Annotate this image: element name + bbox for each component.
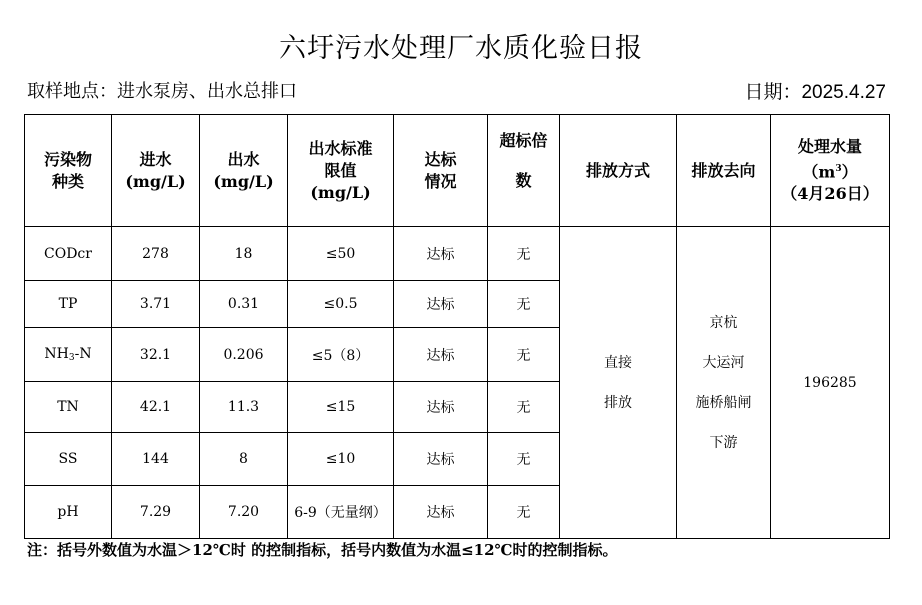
header-inflow: 进水 (mg/L) [112, 115, 200, 227]
discharge-destination-cell [677, 227, 771, 539]
header-discharge-destination: 排放去向 [677, 115, 771, 227]
exceed-cell: 无 [488, 227, 560, 281]
inflow-cell: 144 [112, 433, 200, 486]
param-cell: SS [25, 433, 112, 486]
status-cell: 达标 [394, 486, 488, 539]
footnote: 注：括号外数值为水温＞12℃时 的控制指标，括号内数值为水温≤12℃时的控制指标。 [27, 541, 618, 559]
discharge-mode-cell [560, 227, 677, 539]
param-cell: TP [25, 281, 112, 328]
discharge-destination-line: 施桥船闸 [695, 394, 752, 411]
sampling-location: 取样地点：进水泵房、出水总排口 [27, 81, 297, 102]
outflow-cell: 11.3 [200, 382, 288, 433]
report-title: 六圩污水处理厂水质化验日报 [279, 33, 643, 64]
discharge-mode-line: 直接 [604, 354, 632, 371]
param-cell: TN [25, 382, 112, 433]
inflow-cell: 42.1 [112, 382, 200, 433]
discharge-destination-line: 大运河 [702, 354, 745, 371]
discharge-mode-line: 排放 [604, 394, 632, 411]
status-cell: 达标 [394, 433, 488, 486]
report-date: 日期：2025.4.27 [744, 82, 886, 103]
exceed-cell: 无 [488, 328, 560, 382]
header-compliance: 达标 情况 [394, 115, 488, 227]
inflow-cell: 32.1 [112, 328, 200, 382]
header-pollutant: 污染物 种类 [25, 115, 112, 227]
header-treated-volume: 处理水量 $(m^3)$ （4月26日） [771, 115, 890, 227]
standard-cell: ≤5（8） [288, 328, 394, 382]
outflow-cell: 8 [200, 433, 288, 486]
discharge-destination-line: 京杭 [709, 314, 738, 331]
param-cell: pH [25, 486, 112, 539]
standard-cell: ≤15 [288, 382, 394, 433]
header-exceed-multiple: 超标倍 数 [488, 115, 560, 227]
standard-cell: 6-9（无量纲） [288, 486, 394, 539]
table-row [25, 227, 890, 281]
inflow-cell: 278 [112, 227, 200, 281]
exceed-cell: 无 [488, 382, 560, 433]
table-header-row [25, 115, 890, 227]
header-discharge-mode: 排放方式 [560, 115, 677, 227]
status-cell: 达标 [394, 382, 488, 433]
header-outflow: 出水 (mg/L) [200, 115, 288, 227]
inflow-cell: 7.29 [112, 486, 200, 539]
standard-cell: ≤0.5 [288, 281, 394, 328]
param-cell: $NH_3-N$ [25, 328, 112, 382]
outflow-cell: 0.206 [200, 328, 288, 382]
outflow-cell: 18 [200, 227, 288, 281]
status-cell: 达标 [394, 227, 488, 281]
header-standard-limit: 出水标准 限值 (mg/L) [288, 115, 394, 227]
standard-cell: ≤10 [288, 433, 394, 486]
treated-volume-cell: 196285 [771, 227, 890, 539]
exceed-cell: 无 [488, 433, 560, 486]
standard-cell: ≤50 [288, 227, 394, 281]
status-cell: 达标 [394, 281, 488, 328]
exceed-cell: 无 [488, 281, 560, 328]
exceed-cell: 无 [488, 486, 560, 539]
inflow-cell: 3.71 [112, 281, 200, 328]
param-cell: CODcr [25, 227, 112, 281]
discharge-destination-line: 下游 [709, 434, 738, 451]
outflow-cell: 0.31 [200, 281, 288, 328]
outflow-cell: 7.20 [200, 486, 288, 539]
water-quality-table [24, 114, 890, 539]
status-cell: 达标 [394, 328, 488, 382]
